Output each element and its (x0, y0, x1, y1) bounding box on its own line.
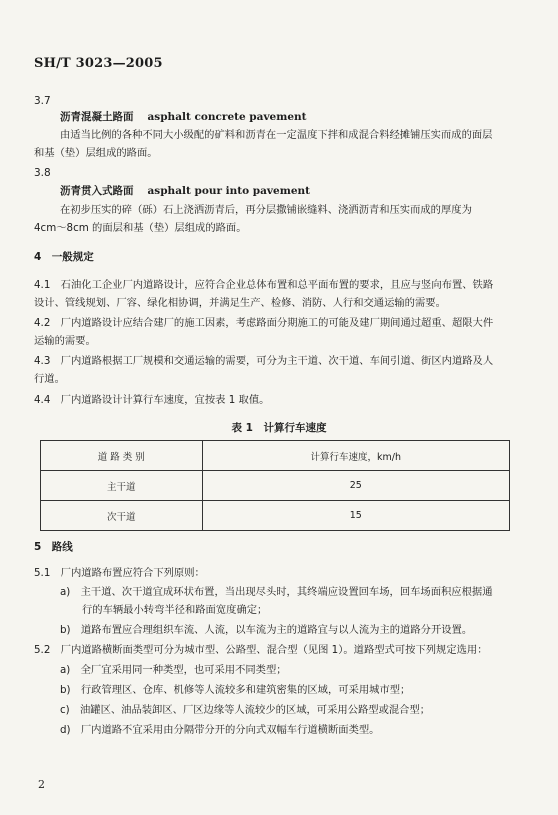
table-row (41, 501, 510, 531)
definition-3-8-line1: 在初步压实的碎（砾）石上浇洒沥青后，再分层撒铺嵌缝料、浇洒沥青和压实而成的厚度为 (60, 204, 472, 216)
clause-4-3-line2: 行道。 (34, 373, 65, 385)
clause-number-3-8: 3.8 (34, 167, 51, 179)
clause-5-1-b: b) 道路布置应合理组织车流、人流，以车流为主的道路宜与以人流为主的道路分开设置。 (60, 624, 473, 636)
term-3-7 (60, 110, 307, 124)
clause-5-1-a-line2: 行的车辆最小转弯半径和路面宽度确定； (82, 604, 268, 616)
clause-4-4: 4.4 厂内道路设计计算行车速度，宜按表 1 取值。 (34, 394, 270, 406)
clause-5-2-b: b) 行政管理区、仓库、机修等人流较多和建筑密集的区域，可采用城市型； (60, 684, 411, 696)
term-3-7-cn: 沥青混凝土路面 (60, 111, 134, 123)
section-5-title: 5 路线 (34, 541, 73, 553)
clause-4-1-line2: 设计、管线规划、厂容、绿化相协调，并满足生产、检修、消防、人行和交通运输的需要。 (34, 297, 446, 309)
clause-4-2-line1: 4.2 厂内道路设计应结合建厂的施工因素，考虑路面分期施工的可能及建厂期间通过超重、超限大件 (34, 317, 494, 329)
term-3-8 (60, 184, 310, 198)
clause-5-2-d: d) 厂内道路不宜采用由分隔带分开的分向式双幅车行道横断面类型。 (60, 724, 380, 736)
clause-5-2-a: a) 全厂宜采用同一种类型，也可采用不同类型； (60, 664, 287, 676)
table-cell-speed: 15 (202, 501, 509, 531)
speed-table (40, 440, 510, 531)
clause-4-1-line1: 4.1 石油化工企业厂内道路设计，应符合企业总体布置和总平面布置的要求，且应与竖向布置、铁路 (34, 279, 494, 291)
table-header-speed: 计算行车速度，km/h (202, 441, 509, 471)
clause-5-2-c: c) 油罐区、油品装卸区、厂区边缘等人流较少的区域，可采用公路型或混合型； (60, 704, 431, 716)
clause-4-3-line1: 4.3 厂内道路根据工厂规模和交通运输的需要，可分为主干道、次干道、车间引道、街区内道路及人 (34, 355, 494, 367)
page-number: 2 (38, 778, 45, 791)
clause-number-3-7: 3.7 (34, 95, 51, 107)
clause-5-2: 5.2 厂内道路横断面类型可分为城市型、公路型、混合型（见图 1）。道路型式可按下列规定选用： (34, 644, 488, 656)
table-cell-road-type: 主干道 (41, 471, 203, 501)
term-3-8-en: asphalt pour into pavement (147, 185, 310, 197)
term-3-7-en: asphalt concrete pavement (147, 111, 307, 123)
definition-3-8-line2: 4cm～8cm 的面层和基（垫）层组成的路面。 (34, 222, 247, 234)
definition-3-7-line2: 和基（垫）层组成的路面。 (34, 147, 158, 159)
clause-5-1-a-line1: a) 主干道、次干道宜成环状布置，当出现尽头时，其终端应设置回车场，回车场面积应根据通 (60, 586, 493, 598)
definition-3-7-line1: 由适当比例的各种不同大小级配的矿料和沥青在一定温度下拌和成混合料经摊铺压实而成的面层 (60, 129, 493, 141)
clause-4-2-line2: 运输的需要。 (34, 335, 96, 347)
table-cell-speed: 25 (202, 471, 509, 501)
table-header-road-type: 道 路 类 别 (41, 441, 203, 471)
document-code: SH/T 3023—2005 (34, 56, 163, 71)
section-4-title: 4 一般规定 (34, 251, 94, 263)
table-row (41, 471, 510, 501)
table-1-title: 表 1 计算行车速度 (231, 422, 327, 434)
clause-5-1: 5.1 厂内道路布置应符合下列原则： (34, 567, 205, 579)
term-3-8-cn: 沥青贯入式路面 (60, 185, 134, 197)
table-cell-road-type: 次干道 (41, 501, 203, 531)
table-header-row (41, 441, 510, 471)
